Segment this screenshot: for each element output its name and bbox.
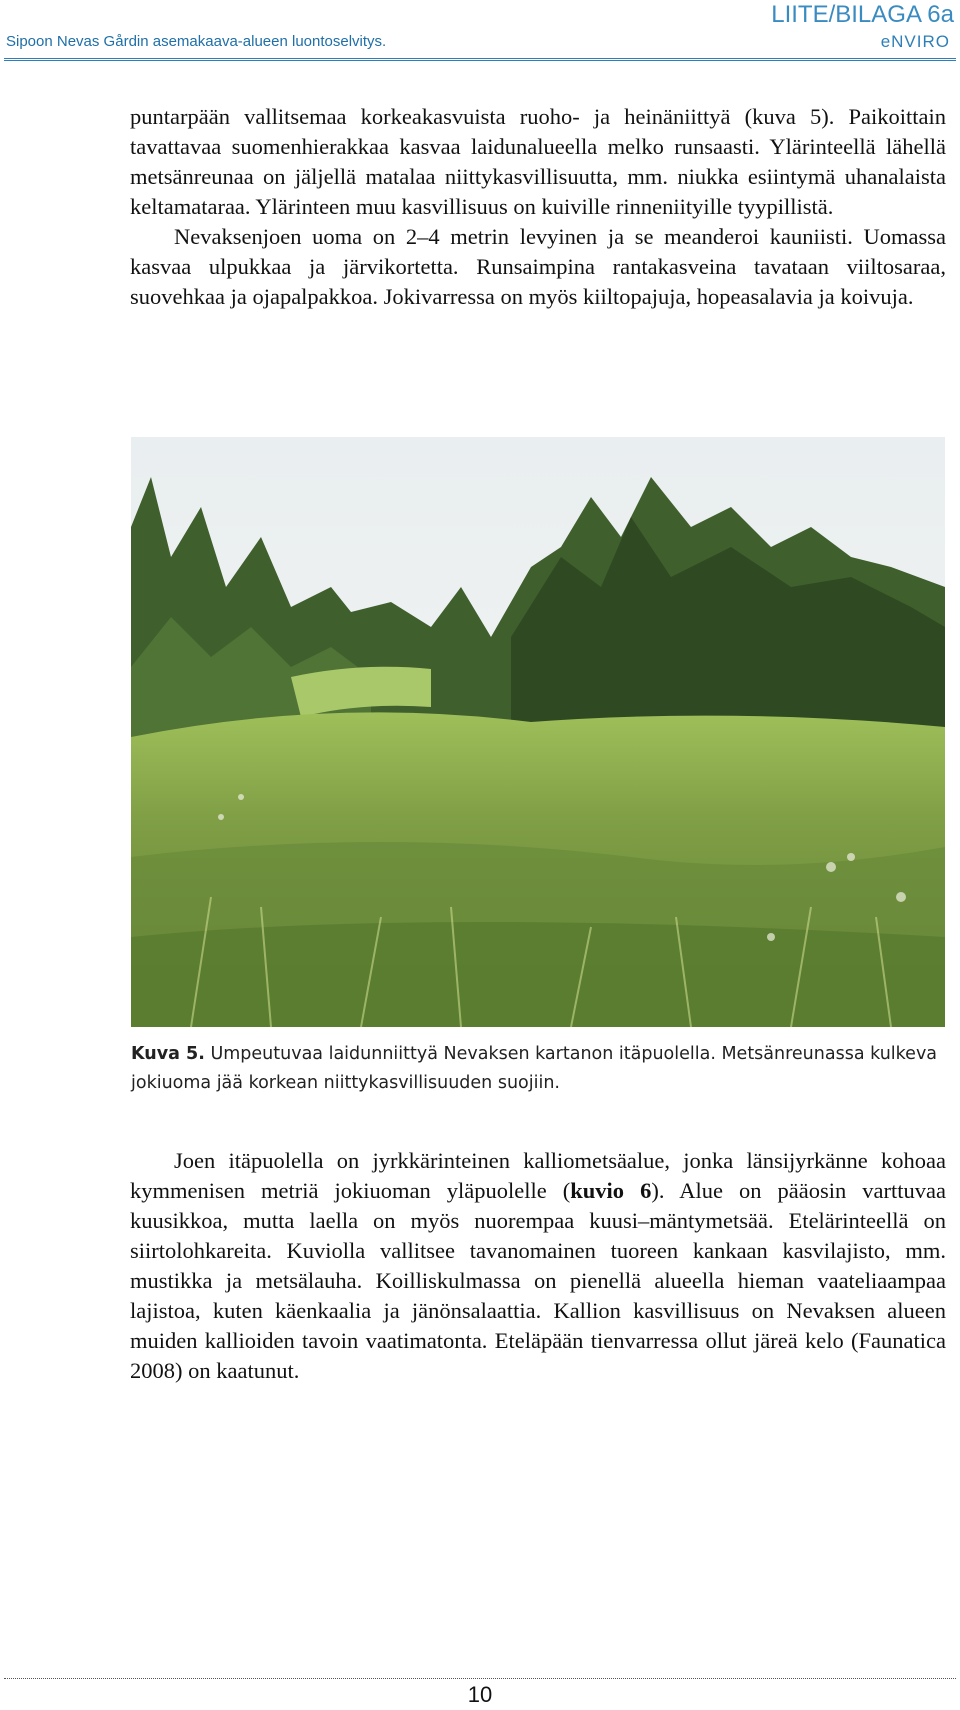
body-text-bottom: [130, 1146, 946, 1386]
document-title: Sipoon Nevas Gårdin asemakaava-alueen luontoselvitys.: [6, 33, 387, 50]
figure-caption: [131, 1040, 945, 1098]
figure-label: Kuva 5.: [131, 1044, 205, 1064]
figure-caption-text: Umpeutuvaa laidunniittyä Nevaksen kartanon itäpuolella. Metsänreunassa kulkeva jokiuoma jää korkean niittykasvillisuuden suojiin.: [131, 1044, 938, 1093]
paragraph-rock-forest: [130, 1146, 946, 1386]
body-text-top: [130, 102, 946, 312]
attachment-label: LIITE/BILAGA 6a: [771, 1, 954, 28]
enviro-logo: eNVIRO: [880, 32, 950, 51]
paragraph-rock-forest-end: ). Alue on pääosin varttuvaa kuusikkoa, mutta laella on myös nuorempaa kuusi–mäntymetsää. Etelärinteellä on siirtolohkareita. Kuviolla vallitsee tavanomainen tuoreen kankaan kasvilajisto, mm. mustikka ja metsälauha. Koilliskulmassa on pienellä alueella hieman vaateliaampaa lajistoa, kuten käenkaalia ja jänönsalaattia. Kallion kasvillisuus on Nevaksen alueen muiden kallioiden tavoin vaatimatonta. Eteläpään tienvarressa ollut järeä kelo (Faunatica 2008) on kaatunut.: [130, 1178, 946, 1383]
header-divider: [4, 58, 956, 61]
paragraph-rock-forest-start: Joen itäpuolella on jyrkkärinteinen kalliometsäalue, jonka länsijyrkänne kohoaa kymmenisen metriä jokiuoman yläpuolelle (: [130, 1148, 946, 1203]
footer-divider: [4, 1678, 956, 1679]
paragraph-river: Nevaksenjoen uoma on 2–4 metrin levyinen ja se meanderoi kauniisti. Uomassa kasvaa ulpukkaa ja järvikortetta. Runsaimpina rantakasveina tavataan viiltosaraa, suovehkaa ja ojapalpakkoa. Jokivarressa on myös kiiltopajuja, hopeasalavia ja koivuja.: [130, 224, 946, 309]
meadow-photo: [131, 437, 945, 1027]
paragraph-meadow: puntarpään vallitsemaa korkeakasvuista ruoho- ja heinäniittyä (kuva 5). Paikoittain tavattavaa suomenhierakkaa kasvaa laidunalueella melko runsaasti. Ylärinteellä lähellä metsänreunaa on jäljellä matalaa niittykasvillisuutta, mm. niukka esiintymä uhanalaista keltamataraa. Ylärinteen muu kasvillisuus on kuiville rinneniityille tyypillistä.: [130, 104, 946, 219]
page-number: 10: [467, 1682, 493, 1707]
kuvio-reference: kuvio 6: [570, 1178, 652, 1203]
